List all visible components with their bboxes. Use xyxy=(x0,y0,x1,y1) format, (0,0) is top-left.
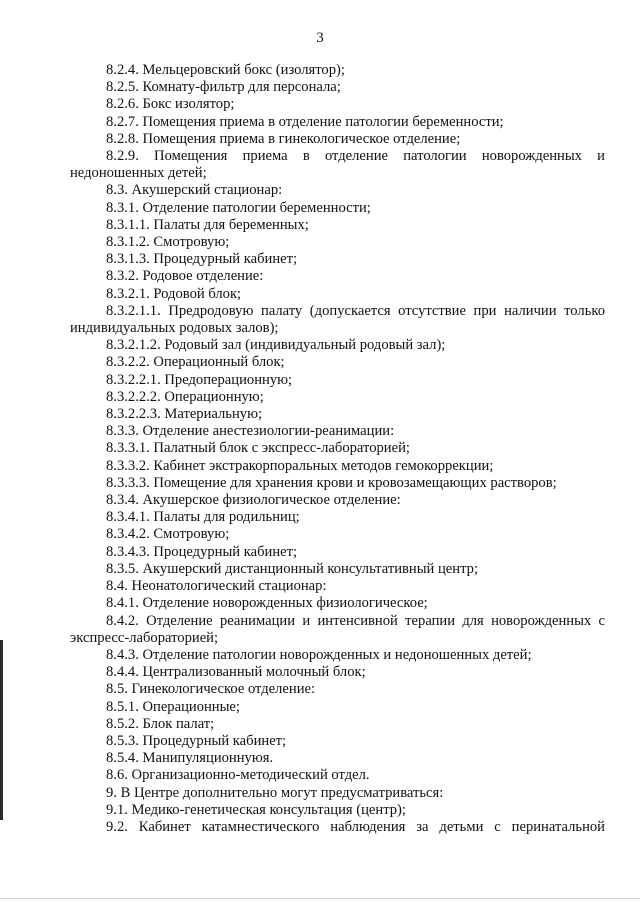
list-item: 9. В Центре дополнительно могут предусматриваться: xyxy=(106,784,444,801)
list-item: 8.5.2. Блок палат; xyxy=(106,715,215,732)
list-item: 8.3.4.1. Палаты для родильниц; xyxy=(106,509,300,526)
list-item: 8.3.1.1. Палаты для беременных; xyxy=(106,216,309,233)
list-item: 8.3.2.2. Операционный блок; xyxy=(106,354,285,371)
list-item: 8.3.3.3. Помещение для хранения крови и кровозамещающих растворов; xyxy=(106,474,557,491)
list-item: 8.2.7. Помещения приема в отделение патологии беременности; xyxy=(106,113,504,130)
list-item: 8.5.1. Операционные; xyxy=(106,698,240,715)
list-item: 8.3.4. Акушерское физиологическое отделение: xyxy=(106,492,401,509)
list-item: 8.3.5. Акушерский дистанционный консультативный центр; xyxy=(106,560,478,577)
list-item: 8.3.2. Родовое отделение: xyxy=(106,268,264,285)
list-item: 8.3.2.2.1. Предоперационную; xyxy=(106,371,293,388)
list-item: 8.3.1.2. Смотровую; xyxy=(106,234,230,251)
list-item: 8.2.5. Комнату-фильтр для персонала; xyxy=(106,79,341,96)
list-item: 8.3.4.2. Смотровую; xyxy=(106,526,230,543)
list-item: 8.3. Акушерский стационар: xyxy=(106,182,283,199)
list-item: 8.3.1. Отделение патологии беременности; xyxy=(106,199,371,216)
page-bottom-divider xyxy=(0,898,640,899)
list-item: 8.3.4.3. Процедурный кабинет; xyxy=(106,543,298,560)
list-item: 8.4.3. Отделение патологии новорожденных и недоношенных детей; xyxy=(106,646,532,663)
list-item: 9.2. Кабинет катамнестического наблюдения за детьми с перинатальной xyxy=(106,818,605,835)
list-item: 8.3.2.2.3. Материальную; xyxy=(106,406,263,423)
list-item: 8.5.3. Процедурный кабинет; xyxy=(106,732,287,749)
list-item: 8.3.1.3. Процедурный кабинет; xyxy=(106,251,298,268)
list-item: 9.1. Медико-генетическая консультация (центр); xyxy=(106,801,406,818)
list-item: 8.3.2.1. Родовой блок; xyxy=(106,285,242,302)
list-item: 8.3.2.2.2. Операционную; xyxy=(106,388,264,405)
list-item: 8.4. Неонатологический стационар: xyxy=(106,578,327,595)
list-item: 8.6. Организационно-методический отдел. xyxy=(106,767,370,784)
list-item: 8.5. Гинекологическое отделение: xyxy=(106,681,316,698)
list-item: 8.4.4. Централизованный молочный блок; xyxy=(106,664,366,681)
list-item: 8.3.2.1.1. Предродовую палату (допускается отсутствие при наличии только индивидуальных родовых залов); xyxy=(70,302,605,337)
list-item: 8.2.4. Мельцеровский бокс (изолятор); xyxy=(106,62,345,78)
list-item: 8.2.8. Помещения приема в гинекологическое отделение; xyxy=(106,130,461,147)
list-item: 8.3.3. Отделение анестезиологии-реанимации: xyxy=(106,423,395,440)
list-item: 8.5.4. Манипуляционнуюя. xyxy=(106,750,274,767)
list-item: 8.3.2.1.2. Родовый зал (индивидуальный родовый зал); xyxy=(106,337,446,354)
document-body xyxy=(70,62,605,836)
list-item: 8.3.3.2. Кабинет экстракорпоральных методов гемокоррекции; xyxy=(106,457,494,474)
scan-edge-mark xyxy=(0,640,3,820)
list-item: 8.4.1. Отделение новорожденных физиологическое; xyxy=(106,595,428,612)
list-item: 8.2.6. Бокс изолятор; xyxy=(106,96,235,113)
page-number: 3 xyxy=(316,30,324,46)
list-item: 8.3.3.1. Палатный блок с экспресс-лабораторией; xyxy=(106,440,410,457)
list-item: 8.2.9. Помещения приема в отделение патологии новорожденных и недоношенных детей; xyxy=(70,148,605,182)
list-item: 8.4.2. Отделение реанимации и интенсивной терапии для новорожденных с экспресс-лабораторией; xyxy=(70,612,605,646)
